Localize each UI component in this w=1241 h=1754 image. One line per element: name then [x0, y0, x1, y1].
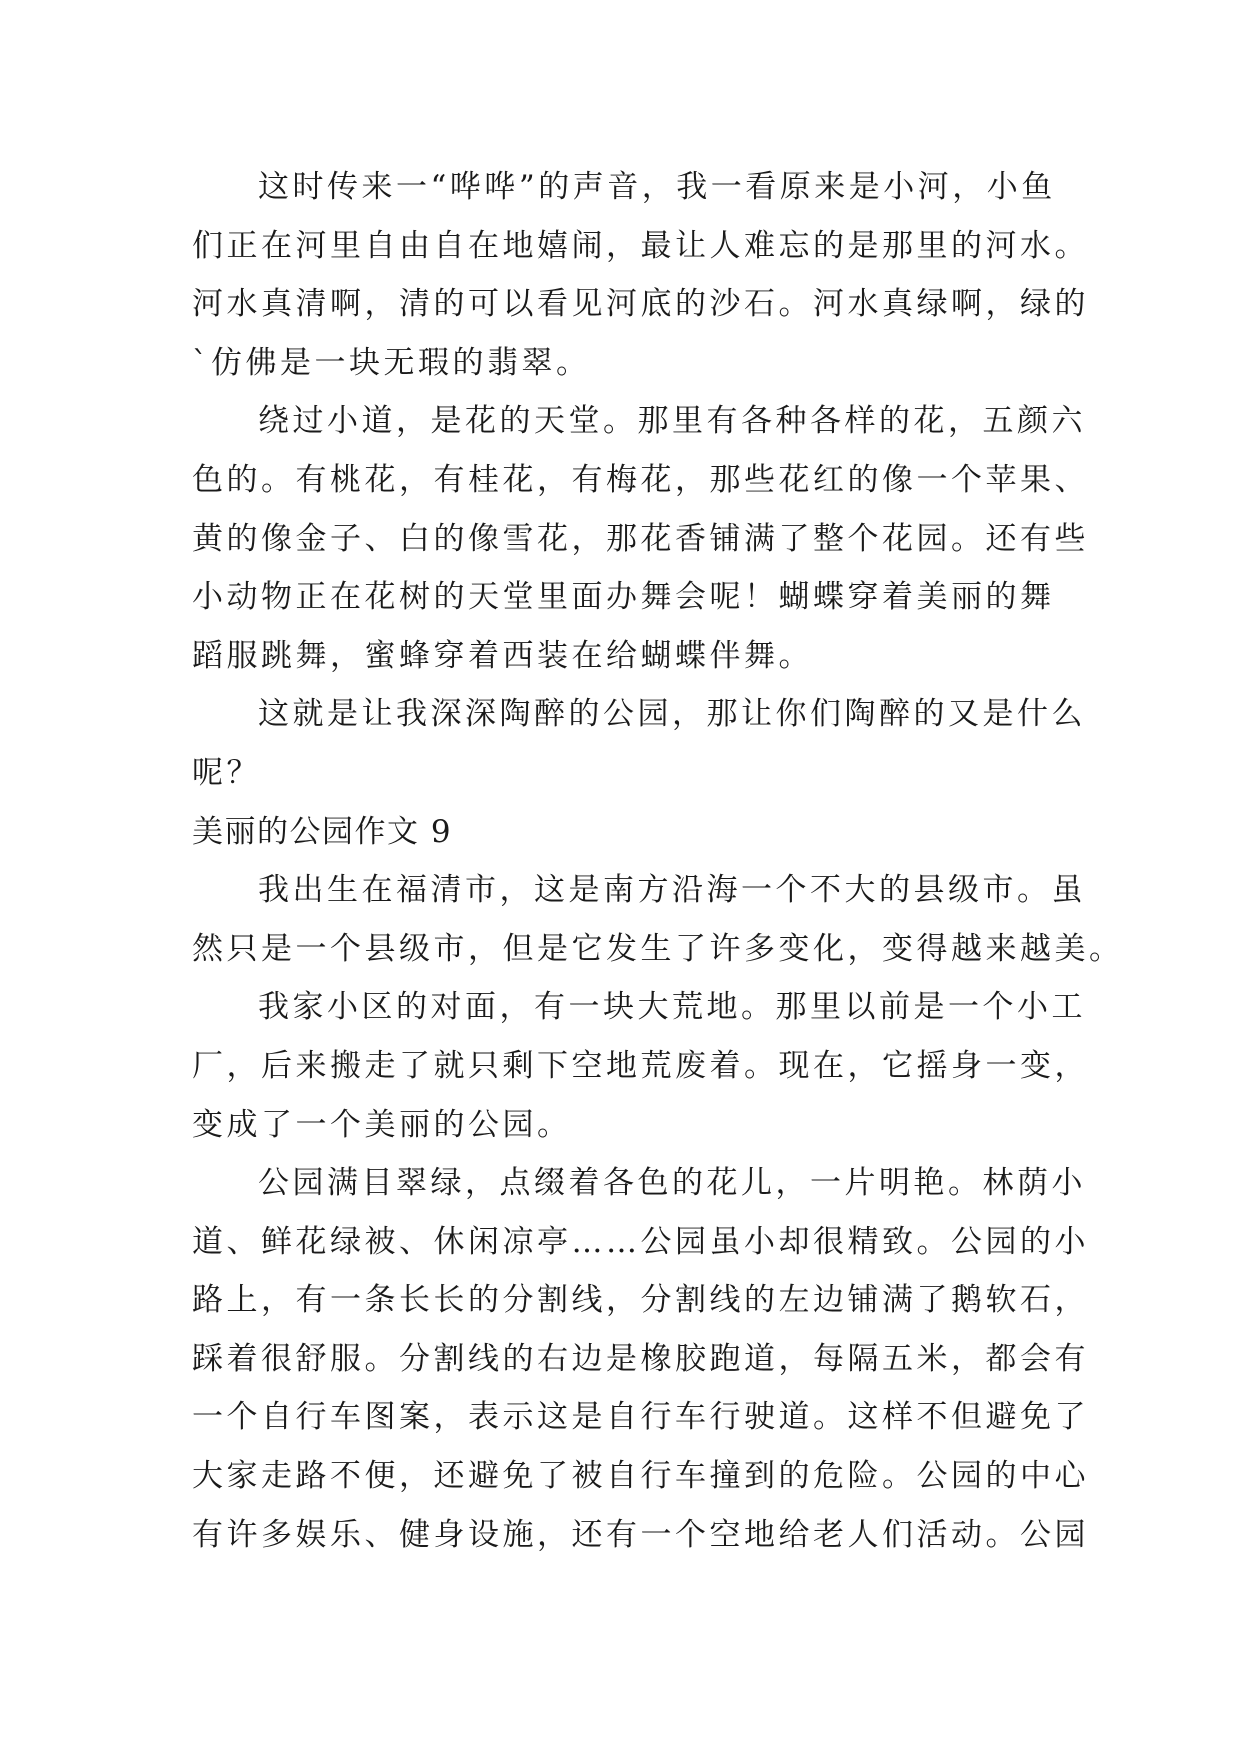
text-line: 呢？ [192, 754, 261, 791]
text-line: 一个自行车图案，表示这是自行车行驶道。这样不但避免了 [192, 1399, 1089, 1436]
section-heading: 美丽的公园作文 9 [192, 813, 453, 850]
text-line: 路上，有一条长长的分割线，分割线的左边铺满了鹅软石， [192, 1282, 1089, 1319]
text-line: 这就是让我深深陶醉的公园，那让你们陶醉的又是什么 [258, 696, 1086, 733]
text-line: 然只是一个县级市，但是它发生了许多变化，变得越来越美。 [192, 930, 1124, 967]
text-line: 色的。有桃花，有桂花，有梅花，那些花红的像一个苹果、 [192, 461, 1089, 498]
text-line: `仿佛是一块无瑕的翡翠。 [192, 344, 591, 381]
text-line: 黄的像金子、白的像雪花，那花香铺满了整个花园。还有些 [192, 520, 1089, 557]
text-line: 公园满目翠绿，点缀着各色的花儿，一片明艳。林荫小 [258, 1165, 1086, 1202]
text-line: 小动物正在花树的天堂里面办舞会呢！蝴蝶穿着美丽的舞 [192, 579, 1055, 616]
text-line: 变成了一个美丽的公园。 [192, 1106, 572, 1143]
text-line: 河水真清啊，清的可以看见河底的沙石。河水真绿啊，绿的 [192, 286, 1089, 323]
text-line: 大家走路不便，还避免了被自行车撞到的危险。公园的中心 [192, 1458, 1089, 1495]
text-line: 这时传来一“哗哗”的声音，我一看原来是小河，小鱼 [258, 169, 1056, 205]
document-body [192, 158, 1124, 1564]
text-line: 厂，后来搬走了就只剩下空地荒废着。现在，它摇身一变， [192, 1047, 1089, 1084]
text-line: 踩着很舒服。分割线的右边是橡胶跑道，每隔五米，都会有 [192, 1340, 1089, 1377]
text-line: 蹈服跳舞，蜜蜂穿着西装在给蝴蝶伴舞。 [192, 637, 813, 674]
text-line: 我出生在福清市，这是南方沿海一个不大的县级市。虽 [258, 872, 1086, 909]
text-line: 绕过小道，是花的天堂。那里有各种各样的花，五颜六 [258, 403, 1086, 440]
text-line: 有许多娱乐、健身设施，还有一个空地给老人们活动。公园 [192, 1516, 1089, 1553]
text-line: 道、鲜花绿被、休闲凉亭……公园虽小却很精致。公园的小 [192, 1223, 1089, 1260]
text-line: 我家小区的对面，有一块大荒地。那里以前是一个小工 [258, 989, 1086, 1026]
text-line: 们正在河里自由自在地嬉闹，最让人难忘的是那里的河水。 [192, 227, 1089, 264]
